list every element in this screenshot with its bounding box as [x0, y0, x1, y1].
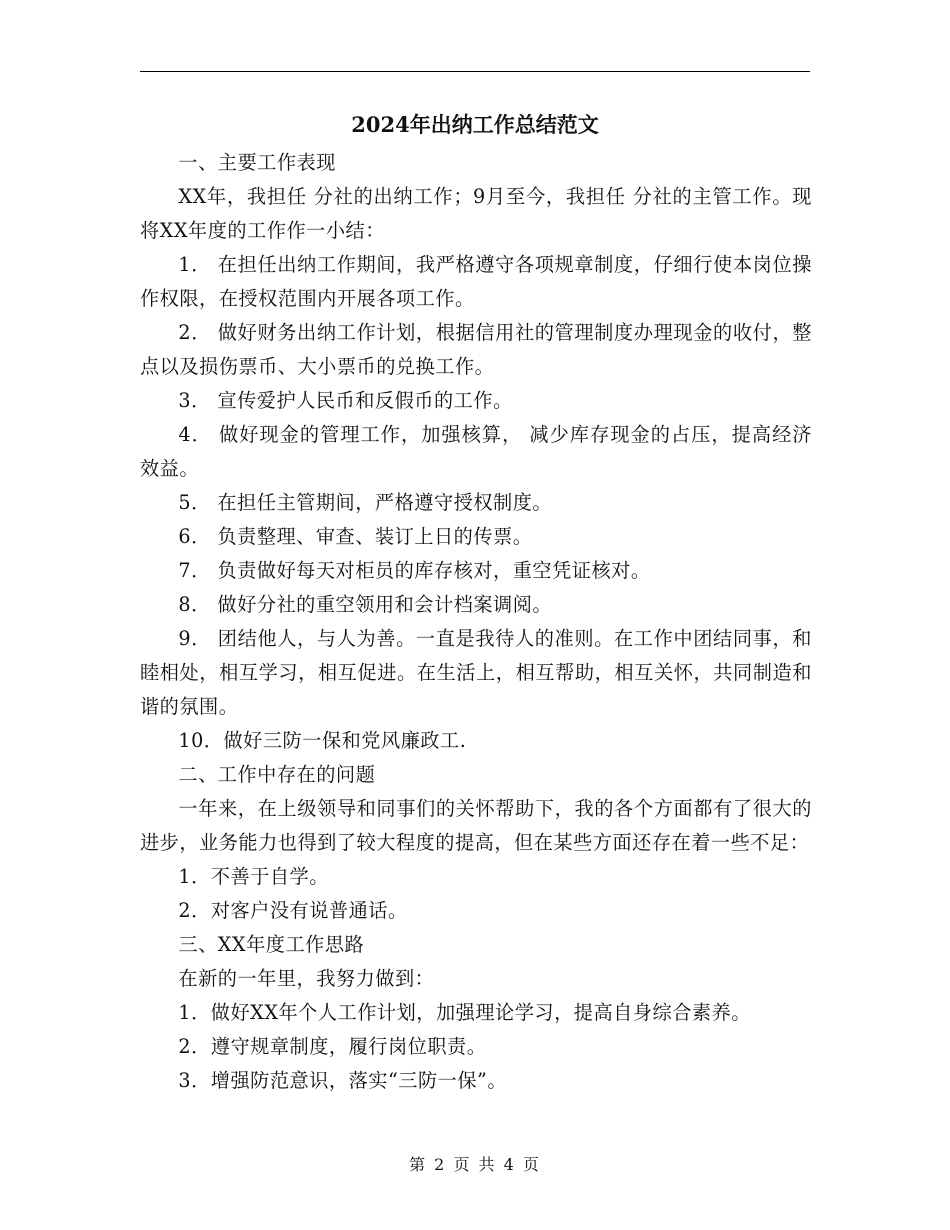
paragraph: 7． 负责做好每天对柜员的库存核对，重空凭证核对。: [178, 559, 651, 582]
paragraph: 2．遵守规章制度，履行岗位职责。: [178, 1035, 487, 1058]
paragraph: 在新的一年里，我努力做到：: [178, 967, 435, 990]
paragraph: XX年，我担任 分社的出纳工作；9月至今，我担任 分社的主管工作。现将XX年度的工作作一小结：: [140, 185, 812, 242]
header-rule: [140, 71, 810, 72]
document-title: 2024年出纳工作总结范文: [351, 112, 599, 137]
paragraph: 三、XX年度工作思路: [178, 933, 365, 956]
paragraph: 6． 负责整理、审查、装订上日的传票。: [178, 525, 533, 548]
paragraph: 2．对客户没有说普通话。: [178, 899, 408, 922]
document-body: [140, 146, 812, 1098]
page-number-footer: 第 2 页 共 4 页: [409, 1155, 541, 1174]
paragraph: 9． 团结他人，与人为善。一直是我待人的准则。在工作中团结同事，和睦相处，相互学习，相互促进。在生活上，相互帮助，相互关怀，共同制造和谐的氛围。: [140, 627, 812, 718]
paragraph: 二、工作中存在的问题: [178, 763, 376, 786]
paragraph: 1．做好XX年个人工作计划，加强理论学习，提高自身综合素养。: [178, 1001, 751, 1024]
paragraph: 一、主要工作表现: [178, 151, 336, 174]
paragraph: 4． 做好现金的管理工作，加强核算， 减少库存现金的占压，提高经济效益。: [140, 423, 812, 480]
paragraph: 2． 做好财务出纳工作计划，根据信用社的管理制度办理现金的收付，整点以及损伤票币、大小票币的兑换工作。: [140, 321, 812, 378]
paragraph: 8． 做好分社的重空领用和会计档案调阅。: [178, 593, 553, 616]
paragraph: 3． 宣传爱护人民币和反假币的工作。: [178, 389, 513, 412]
paragraph: 一年来，在上级领导和同事们的关怀帮助下，我的各个方面都有了很大的进步，业务能力也得到了较大程度的提高，但在某些方面还存在着一些不足：: [140, 797, 812, 854]
paragraph: 10．做好三防一保和党风廉政工.: [178, 729, 467, 752]
paragraph: 5． 在担任主管期间，严格遵守授权制度。: [178, 491, 553, 514]
paragraph: 1．不善于自学。: [178, 865, 329, 888]
paragraph: 1． 在担任出纳工作期间，我严格遵守各项规章制度，仔细行使本岗位操作权限，在授权范围内开展各项工作。: [140, 253, 812, 310]
paragraph: 3．增强防范意识，落实“三防一保”。: [178, 1069, 508, 1092]
